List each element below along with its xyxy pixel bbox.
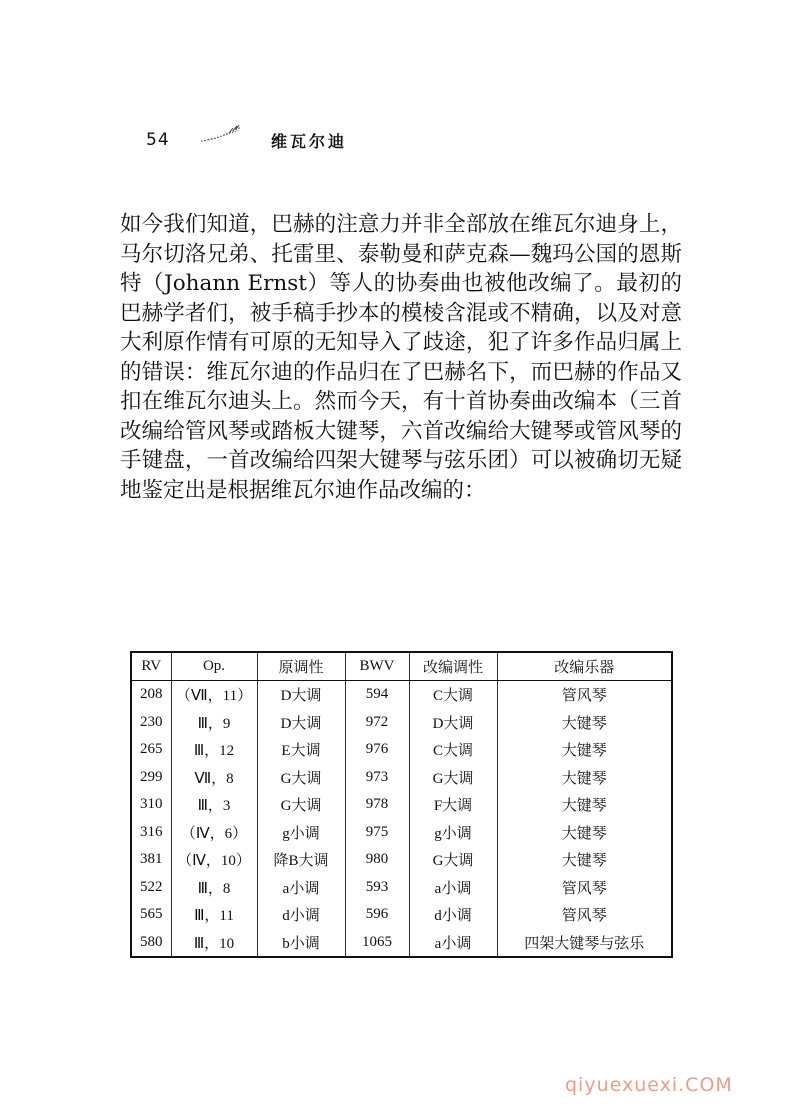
cell-original-key: D大调: [257, 709, 345, 737]
cell-op: Ⅲ，9: [171, 709, 257, 737]
cell-transcribed-key: a小调: [409, 929, 497, 958]
cell-original-key: D大调: [257, 681, 345, 709]
table-header-row: [131, 652, 672, 681]
cell-original-key: G大调: [257, 791, 345, 819]
vivaldi-bach-transcription-table: [130, 651, 673, 958]
cell-bwv: 976: [345, 736, 409, 764]
cell-transcribed-key: G大调: [409, 846, 497, 874]
cell-rv: 230: [140, 713, 163, 730]
cell-op: Ⅲ，3: [171, 791, 257, 819]
running-title: 维瓦尔迪: [271, 132, 348, 151]
cell-original-key: a小调: [257, 874, 345, 902]
cell-op: Ⅲ，10: [171, 929, 257, 958]
table-row: [131, 736, 672, 764]
cell-op: Ⅲ，11: [171, 901, 257, 929]
table-row: [131, 901, 672, 929]
cell-rv: 381: [140, 851, 163, 868]
cell-bwv: 972: [345, 709, 409, 737]
cell-op: （Ⅳ，6）: [171, 819, 257, 847]
cell-transcribed-key: C大调: [409, 681, 497, 709]
cell-instrument: 大键琴: [497, 819, 672, 847]
table-row: [131, 764, 672, 792]
cell-rv: 265: [140, 741, 163, 758]
cell-instrument: 大键琴: [497, 736, 672, 764]
cell-original-key: 降B大调: [257, 846, 345, 874]
cell-bwv: 594: [345, 681, 409, 709]
body-paragraph: 如今我们知道，巴赫的注意力并非全部放在维瓦尔迪身上，马尔切洛兄弟、托雷里、泰勒曼和萨克森—魏玛公国的恩斯特（Johann Ernst）等人的协奏曲也被他改编了。最初的巴赫学者们，被手稿手抄本的模棱含混或不精确，以及对意大利原作情有可原的无知导入了歧途，犯了许多作品归属上的错误：维瓦尔迪的作品归在了巴赫名下，而巴赫的作品又扣在维瓦尔迪头上。然而今天，有十首协奏曲改编本（三首改编给管风琴或踏板大键琴，六首改编给大键琴或管风琴的手键盘，一首改编给四架大键琴与弦乐团）可以被确切无疑地鉴定出是根据维瓦尔迪作品改编的：: [120, 212, 682, 503]
header-bwv: BWV: [345, 652, 409, 681]
cell-instrument: 管风琴: [497, 681, 672, 709]
cell-instrument: 大键琴: [497, 764, 672, 792]
cell-original-key: G大调: [257, 764, 345, 792]
cell-instrument: 大键琴: [497, 791, 672, 819]
cell-rv: 316: [140, 823, 163, 840]
cell-transcribed-key: F大调: [409, 791, 497, 819]
cell-bwv: 973: [345, 764, 409, 792]
cell-rv: 522: [140, 878, 163, 895]
page-number: 54: [146, 130, 170, 150]
cell-transcribed-key: D大调: [409, 709, 497, 737]
cell-bwv: 596: [345, 901, 409, 929]
cell-bwv: 980: [345, 846, 409, 874]
table-row: [131, 819, 672, 847]
table-row: [131, 681, 672, 709]
cell-rv: 580: [140, 933, 163, 950]
cell-transcribed-key: d小调: [409, 901, 497, 929]
cell-rv: 299: [140, 768, 163, 785]
cell-op: （Ⅶ，11）: [171, 681, 257, 709]
header-transcribed-key: 改编调性: [409, 652, 497, 681]
table-row: [131, 846, 672, 874]
cell-op: Ⅲ，8: [171, 874, 257, 902]
cell-instrument: 大键琴: [497, 709, 672, 737]
cell-rv: 208: [140, 686, 163, 703]
decorative-flourish-icon: [199, 124, 243, 144]
watermark: qiyuexuexi.COM: [565, 1074, 733, 1096]
header-original-key: 原调性: [257, 652, 345, 681]
cell-original-key: E大调: [257, 736, 345, 764]
cell-op: （Ⅳ，10）: [171, 846, 257, 874]
table-row: [131, 929, 672, 958]
cell-bwv: 593: [345, 874, 409, 902]
cell-instrument: 四架大键琴与弦乐: [497, 929, 672, 958]
table-row: [131, 709, 672, 737]
cell-bwv: 975: [345, 819, 409, 847]
header-transcribed-instrument: 改编乐器: [497, 652, 672, 681]
cell-original-key: d小调: [257, 901, 345, 929]
cell-transcribed-key: g小调: [409, 819, 497, 847]
cell-op: Ⅶ，8: [171, 764, 257, 792]
header-rv: RV: [131, 652, 171, 681]
header-op: Op.: [171, 652, 257, 681]
cell-bwv: 1065: [345, 929, 409, 958]
cell-transcribed-key: G大调: [409, 764, 497, 792]
cell-rv: 565: [140, 906, 163, 923]
cell-transcribed-key: a小调: [409, 874, 497, 902]
cell-instrument: 大键琴: [497, 846, 672, 874]
cell-bwv: 978: [345, 791, 409, 819]
cell-original-key: g小调: [257, 819, 345, 847]
cell-original-key: b小调: [257, 929, 345, 958]
cell-op: Ⅲ，12: [171, 736, 257, 764]
cell-instrument: 管风琴: [497, 901, 672, 929]
cell-instrument: 管风琴: [497, 874, 672, 902]
table-row: [131, 874, 672, 902]
table-row: [131, 791, 672, 819]
cell-transcribed-key: C大调: [409, 736, 497, 764]
cell-rv: 310: [140, 796, 163, 813]
